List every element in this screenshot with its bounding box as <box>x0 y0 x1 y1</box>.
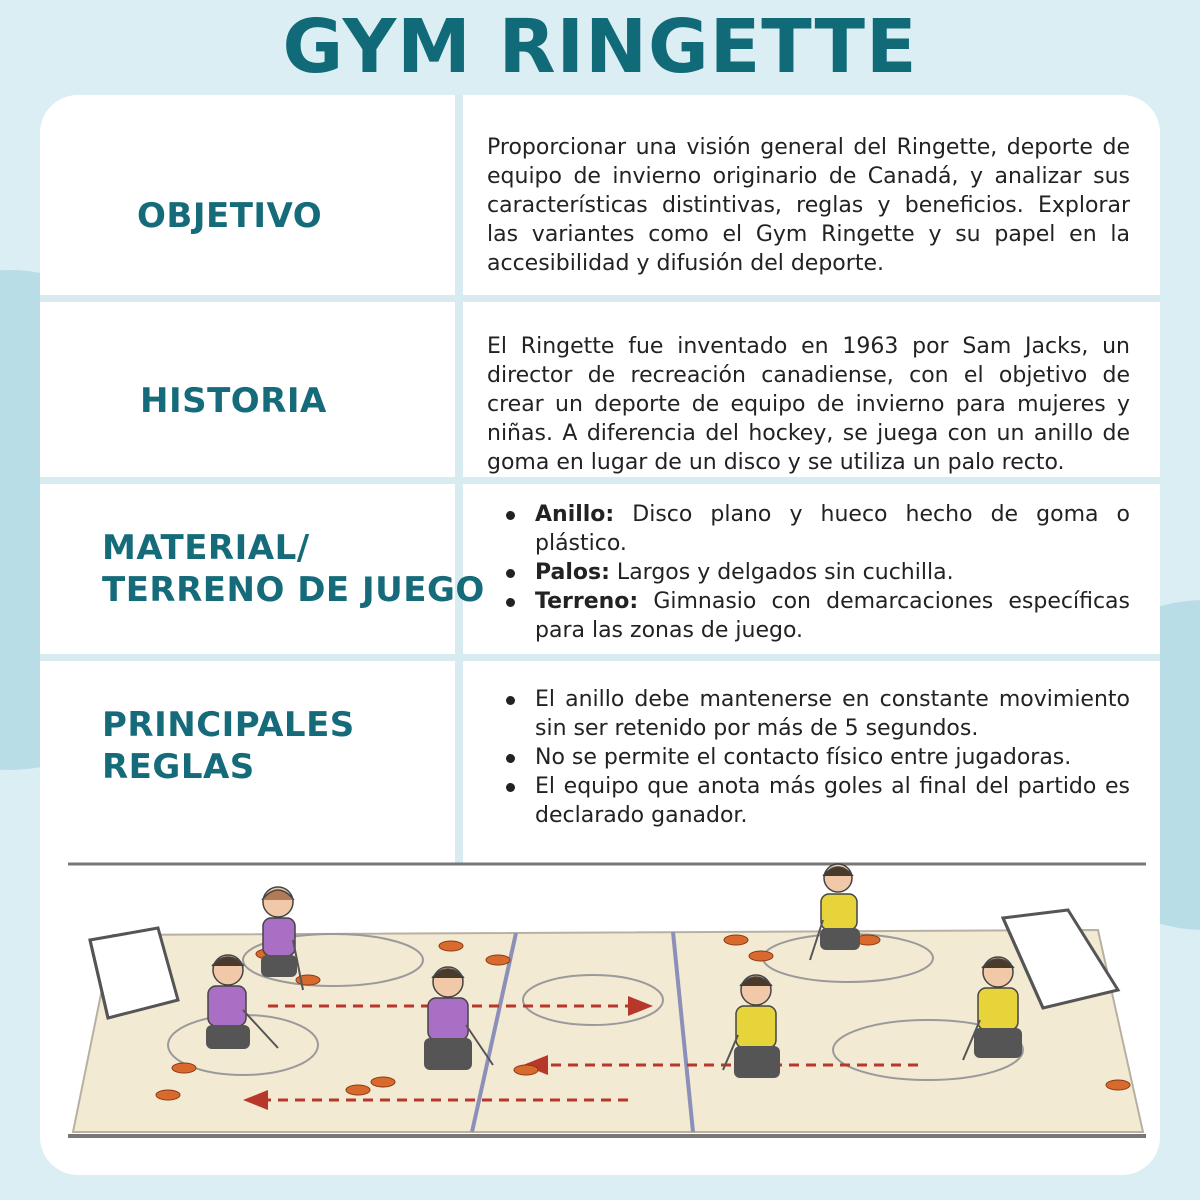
material-list <box>487 500 1130 645</box>
rules-list <box>487 685 1130 830</box>
info-card <box>40 95 1160 1175</box>
page-title: GYM RINGETTE <box>282 4 918 90</box>
item-desc: Disco plano y hueco hecho de goma o plástico. <box>535 502 1130 556</box>
list-item <box>487 500 1130 558</box>
text-objetivo: Proporcionar una visión general del Ringette, deporte de equipo de invierno originario de Canadá, y analizar sus características distintivas, reglas y beneficios. Explorar las variantes como el Gym Ringette y su papel en la accesibilidad y difusión del deporte. <box>487 135 1130 276</box>
row-material <box>40 484 1160 654</box>
list-item <box>487 558 1130 587</box>
row-historia <box>40 302 1160 477</box>
divider-1 <box>40 295 1160 302</box>
item-desc: Gimnasio con demarcaciones específicas para las zonas de juego. <box>535 589 1130 643</box>
list-item: El equipo que anota más goles al final del partido es declarado ganador. <box>487 772 1130 830</box>
label-material <box>102 527 485 611</box>
label-reglas-line2: REGLAS <box>102 747 255 787</box>
item-term: Terreno: <box>535 589 639 614</box>
label-objetivo: OBJETIVO <box>137 196 323 236</box>
label-material-line1: MATERIAL/ <box>102 528 310 568</box>
list-item: No se permite el contacto físico entre jugadoras. <box>487 743 1130 772</box>
label-material-line2: TERRENO DE JUEGO <box>102 570 485 610</box>
divider-3 <box>40 654 1160 661</box>
list-item <box>487 587 1130 645</box>
label-reglas-line1: PRINCIPALES <box>102 705 355 745</box>
text-historia: El Ringette fue inventado en 1963 por Sam Jacks, un director de recreación canadiense, con el objetivo de crear un deporte de equipo de invierno para mujeres y niñas. A diferencia del hockey, se juega con un anillo de goma en lugar de un disco y se utiliza un palo recto. <box>487 334 1130 475</box>
list-item: El anillo debe mantenerse en constante movimiento sin ser retenido por más de 5 segundos. <box>487 685 1130 743</box>
label-historia: HISTORIA <box>140 380 327 421</box>
item-term: Palos: <box>535 560 610 585</box>
label-reglas <box>102 704 355 788</box>
item-desc: Largos y delgados sin cuchilla. <box>609 560 954 585</box>
divider-2 <box>40 477 1160 484</box>
ringette-court-illustration <box>68 860 1146 1160</box>
row-reglas <box>40 661 1160 861</box>
item-term: Anillo: <box>535 502 615 527</box>
row-objetivo <box>40 95 1160 295</box>
